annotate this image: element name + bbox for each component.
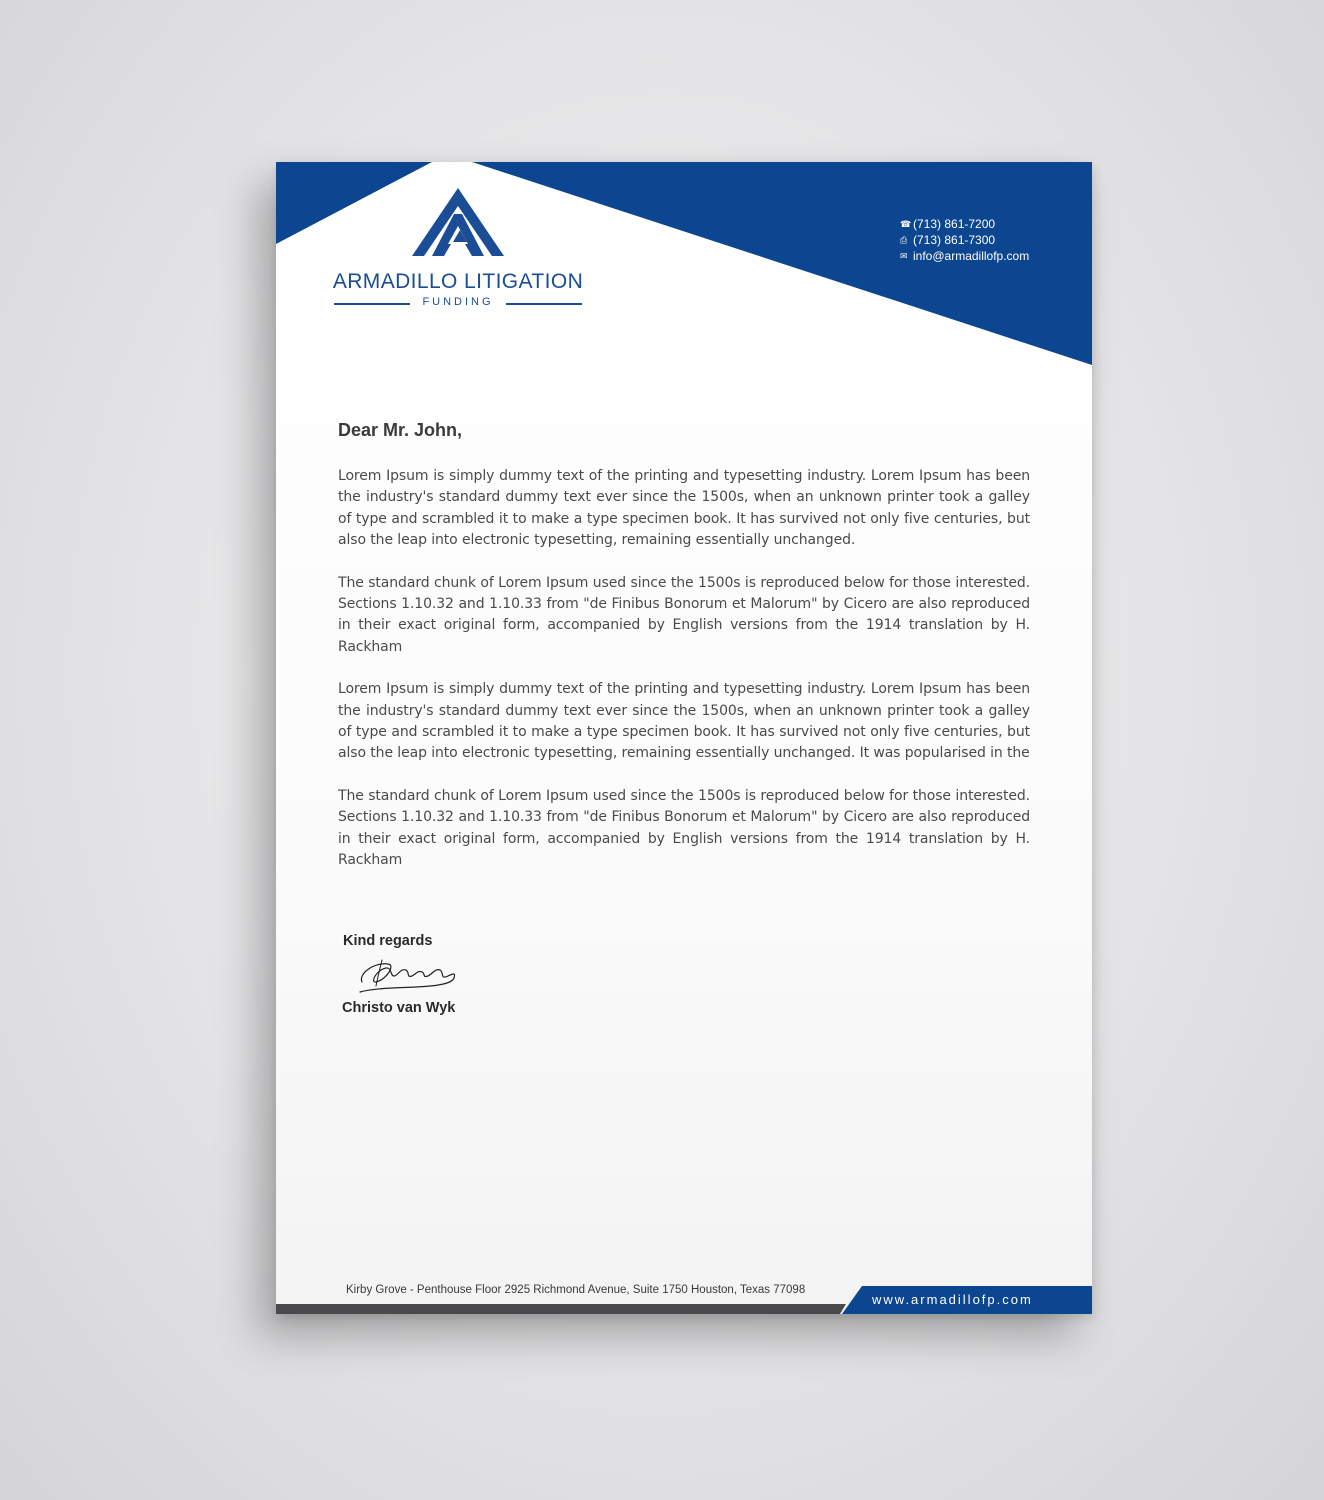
- contact-fax: [900, 232, 1029, 248]
- company-logo: [332, 186, 584, 308]
- fax-text: (713) 861-7300: [913, 233, 996, 247]
- contact-email: [900, 248, 1029, 264]
- logo-tagline: [332, 296, 584, 310]
- envelope-icon: ✉: [900, 251, 908, 261]
- signer-name: Christo van Wyk: [342, 1000, 456, 1016]
- phone-icon: ☎: [900, 219, 912, 229]
- paragraph-3: Lorem Ipsum is simply dummy text of the printing and typesetting industry. Lorem Ipsum has been the industry's standard dummy text ever since the 1500s, when an unknown printer took a galley of type and scrambled it to make a type specimen book. It has survived not only five centuries, but also the leap into electronic typesetting, remaining essentially unchanged. It was popularised in the: [338, 681, 1030, 762]
- logo-tagline-text: FUNDING: [422, 296, 494, 308]
- salutation: Dear Mr. John,: [338, 420, 463, 440]
- handwritten-signature: [356, 954, 466, 996]
- fax-icon: ⎙: [900, 235, 908, 245]
- closing: Kind regards: [343, 933, 433, 949]
- phone-text: (713) 861-7200: [913, 217, 996, 231]
- website-link[interactable]: www.armadillofp.com: [872, 1292, 1033, 1307]
- triangle-logo-icon: [410, 186, 506, 258]
- footer-address: Kirby Grove - Penthouse Floor 2925 Richmond Avenue, Suite 1750 Houston, Texas 77098: [346, 1284, 806, 1296]
- paragraph-4: The standard chunk of Lorem Ipsum used since the 1500s is reproduced below for those interested. Sections 1.10.32 and 1.10.33 from "de Finibus Bonorum et Malorum" by Cicero are also reproduced in their exact original form, accompanied by English versions from the 1914 translation by H. Rackham: [338, 787, 1030, 869]
- email-text: info@armadillofp.com: [913, 249, 1030, 263]
- contact-block: [900, 216, 1029, 264]
- letter-body: [338, 466, 1030, 893]
- letterhead-page: [276, 162, 1092, 1314]
- paragraph-1: Lorem Ipsum is simply dummy text of the printing and typesetting industry. Lorem Ipsum has been the industry's standard dummy text ever since the 1500s, when an unknown printer took a galley of type and scrambled it to make a type specimen book. It has survived not only five centuries, but also the leap into electronic typesetting, remaining essentially unchanged.: [338, 468, 1030, 549]
- paragraph-2: The standard chunk of Lorem Ipsum used since the 1500s is reproduced below for those interested. Sections 1.10.32 and 1.10.33 from "de Finibus Bonorum et Malorum" by Cicero are also reproduced in their exact original form, accompanied by English versions from the 1914 translation by H. Rackham: [338, 574, 1030, 655]
- contact-phone: [900, 216, 1029, 232]
- logo-wordmark: ARMADILLO LITIGATION: [332, 270, 584, 293]
